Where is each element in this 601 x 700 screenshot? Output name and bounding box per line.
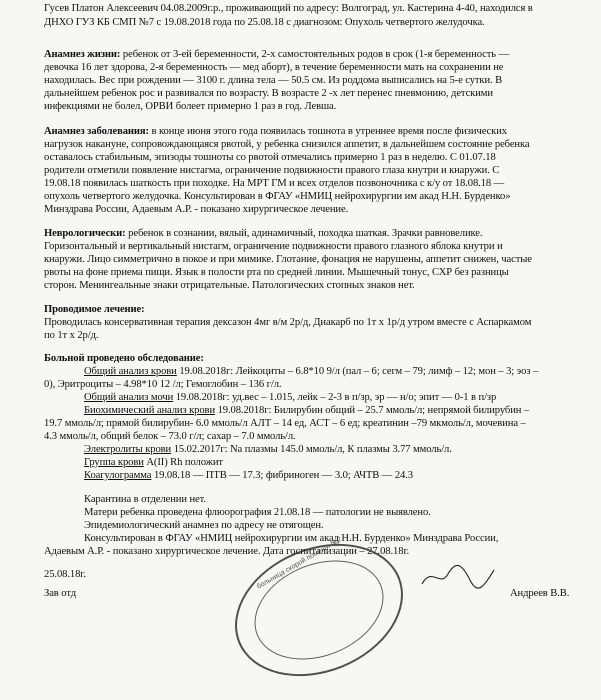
life-history-heading: Анамнез жизни: bbox=[44, 49, 121, 60]
life-history-line: Анамнез жизни: ребенок от 3-ей беременности, 2-х самостоятельных родов в срок (1-я беременность — bbox=[44, 49, 510, 60]
disease-history-heading: Анамнез заболевания: bbox=[44, 126, 149, 137]
text-line: 4.3 ммоль/л, общий белок – 73.0 г/л; сахар – 7.0 ммоль/л. bbox=[44, 431, 296, 442]
examination-heading: Больной проведено обследование: bbox=[44, 353, 204, 364]
text-line: инфекциями не болел, ОРВИ болеет примерно 1 раз в год. Левша. bbox=[44, 101, 337, 112]
text-line: нагрузок накануне, сопровождающаяся рвотой, у ребенка снизился аппетит, в дальнейшем состояние ребенка bbox=[44, 139, 530, 150]
text-line: родители отметили появление нистагма, ограничение подвижности правого глаза кнутри и кнаружи. С bbox=[44, 165, 500, 176]
neuro-heading: Неврологически: bbox=[44, 228, 126, 239]
electrolytes-line: Электролиты крови 15.02.2017г: Na плазмы 145.0 ммоль/л, К плазмы 3.77 ммоль/л. bbox=[84, 444, 452, 455]
urine-test-line: Общий анализ мочи 19.08.2018г: уд.вес – 1.015, лейк – 2-3 в п/зр, эр — н/о; эпит — 0-1 в п/зр bbox=[84, 392, 497, 403]
seal-inner-ring bbox=[240, 542, 399, 677]
patient-info-line: Гусев Платон Алексеевич 04.08.2009г.р., проживающий по адресу: Волгоград, ул. Кастерина 4-40, находился в bbox=[44, 3, 533, 14]
neuro-line: Неврологически: ребенок в сознании, вялый, адинамичный, походка шаткая. Зрачки равновелике. bbox=[44, 228, 483, 239]
text-line: 0), Эритроциты – 4.98*10 12 /л; Гемоглобин – 136 г/л. bbox=[44, 379, 282, 390]
signature bbox=[418, 560, 498, 590]
text-line: Карантина в отделении нет. bbox=[84, 494, 206, 505]
text-line: Минздрава России, Адаевым А.Р. - показано хирургическое лечение. bbox=[44, 204, 349, 215]
text-line: 19.7 ммоль/л; прямой билирубин- 6.0 ммоль/л АЛТ – 14 ед, АСТ – 6 ед; креатинин –79 мкмоль/л, мочевина – bbox=[44, 418, 526, 429]
text-line: Адаевым А.Р. - показано хирургическое лечение. Дата госпитализации – 27.08.18г. bbox=[44, 546, 410, 557]
disease-history-line: Анамнез заболевания: в конце июня этого года появилась тошнота в утреннее время после физических bbox=[44, 126, 507, 137]
text-line: дальнейшем ребенок рос и развивался по возрасту. В возрасте 2 -х лет перенес пневмонию, детскими bbox=[44, 88, 493, 99]
text-line: 19.08.18 появилась шаткость при походке. На МРТ ГМ и всех отделов позвоночника с к/у от 18.08.18 — bbox=[44, 178, 505, 189]
blood-group-line: Группа крови А(II) Rh положит bbox=[84, 457, 223, 468]
text-line: Горизонтальный и вертикальный нистагм, ограничение подвижности правого глазного яблока кнутри и bbox=[44, 241, 503, 252]
seal-text: больница скорой помощи №7 bbox=[255, 536, 344, 591]
text-line: девочка 16 лет здорова, 2-я беременность — мед аборт), в течение беременности мать на сохранении не bbox=[44, 62, 504, 73]
text-line: по 1т х 2р/д. bbox=[44, 330, 99, 341]
text-line: Эпидемиологический анамнез по адресу не отягощен. bbox=[84, 520, 324, 531]
text-line: Матери ребенка проведена флюорография 21.08.18 — патологии не выявлено. bbox=[84, 507, 431, 518]
text-line: опухоль четвертого желудочка. Консультирован в ФГАУ «НМИЦ нейрохирургии им акад Н.Н. Бурденко» bbox=[44, 191, 511, 202]
text-line: Консультирован в ФГАУ «НМИЦ нейрохирургии им акад Н.Н. Бурденко» Минздрава России, bbox=[84, 533, 499, 544]
text-line: рвоты на фоне приема пищи. Язык в полости рта по средней линии. Мышечный тонус, СХР без разницы bbox=[44, 267, 509, 278]
blood-test-line: Общий анализ крови 19.08.2018г: Лейкоциты – 6.8*10 9/л (пал – 6; сегм – 79; лимф – 12; мон – 3; эоз – bbox=[84, 366, 539, 377]
text-line: находилась. Вес при рождении — 3100 г. длина тела — 50.5 см. Из роддома выписались на 5-е сутки. В bbox=[44, 75, 503, 86]
text-line: кнаружи. Лицо симметрично в покое и при мимике. Глотание, фонация не нарушены, аппетит снижен, частые bbox=[44, 254, 532, 265]
document-date: 25.08.18г. bbox=[44, 569, 86, 580]
diagnosis-line: ДНХО ГУЗ КБ СМП №7 с 19.08.2018 года по 25.08.18 с диагнозом: Опухоль четвертого желудочка. bbox=[44, 17, 485, 28]
head-of-department-label: Зав отд bbox=[44, 588, 76, 599]
treatment-heading: Проводимое лечение: bbox=[44, 304, 145, 315]
text-line: оставалось стабильным, эпизоды тошноты со рвотой отмечались примерно 1 раз в неделю. С 01.07.18 bbox=[44, 152, 496, 163]
coagulogram-line: Коагулограмма 19.08.18 — ПТВ — 17.3; фибриноген — 3.0; АЧТВ — 24.3 bbox=[84, 470, 413, 481]
text-line: сторон. Менингеальные знаки отрицательные. Патологических стопных знаков нет. bbox=[44, 280, 415, 291]
text-line: Проводилась консервативная терапия дексазон 4мг в/м 2р/д, Диакарб по 1т х 1р/д утром вместе с Аспаркамом bbox=[44, 317, 532, 328]
biochem-line: Биохимический анализ крови 19.08.2018г: Билирубин общий – 25.7 ммоль/л; непрямой билирубин – bbox=[84, 405, 530, 416]
doctor-name: Андреев В.В. bbox=[510, 588, 570, 599]
